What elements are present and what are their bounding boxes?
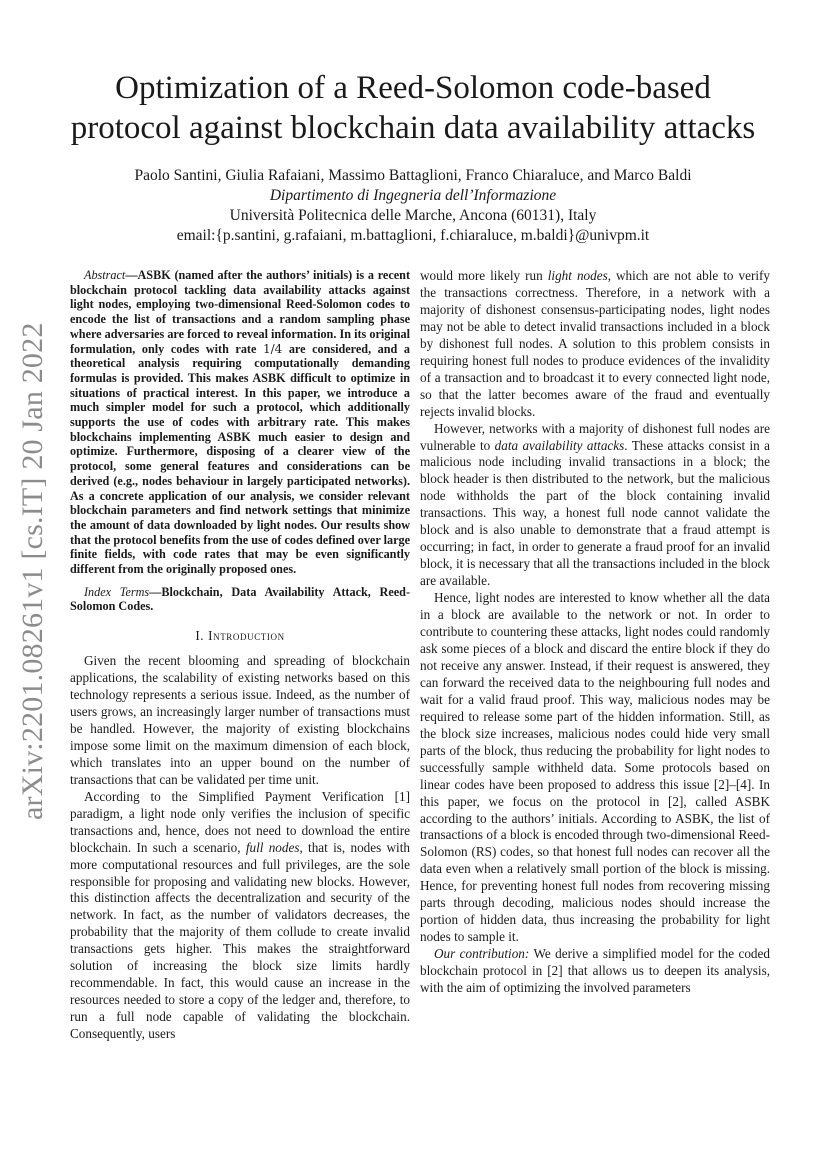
right-paragraph-1 (420, 268, 770, 421)
right-column (420, 268, 770, 997)
right-p2-attacks: data availability attacks (494, 437, 625, 453)
right-p1-text-a: would more likely run (420, 268, 548, 283)
right-p2-text-b: . These attacks consist in a malicious node including invalid transactions in a block; the block header is then distributed to the network, but the malicious node withholds the part of the block containing invalid transactions. This way, a honest full node cannot validate the block and is also unable to demonstrate that a fraud attempt is occurring; in fact, in order to generate a fraud proof for an invalid block, it is necessary that all the transactions included in the block are available. (420, 437, 771, 589)
intro-p2-text-b: , that is, nodes with more computational resources and full privileges, are the sole responsible for proposing and validating new blocks. However, this distinction affects the decentralization and security of the network. In fact, as the number of validators decreases, the probability that the majority of them collude to create invalid transactions gets higher. This makes the straightforward solution of increasing the block size limits hardly recommendable. In fact, this would cause an increase in the resources needed to store a copy of the ledger and, therefore, to run a full node capable of validating the blockchain. Consequently, users (70, 839, 410, 1042)
contribution-lead: Our contribution: (434, 946, 530, 962)
author-emails: email:{p.santini, g.rafaiani, m.battaglioni, f.chiaraluce, m.baldi}@univpm.it (176, 227, 650, 244)
index-terms (70, 585, 410, 614)
right-paragraph-4 (420, 946, 770, 997)
right-p1-text-b: , which are not able to verify the transactions correctness. Therefore, in a network with a majority of dishonest consensus-participating nodes, light nodes may not be able to detect invalid transactions included in a block by dishonest full nodes. A solution to this problem consists in requiring honest full nodes to produce evidences of the invalidity of a transaction and to broadcast it to every connected light node, so that the latter becomes aware of the fraud and eventually rejects invalid blocks. (420, 268, 770, 419)
title-line-1: Optimization of a Reed-Solomon code-based (115, 70, 711, 106)
intro-paragraph-1: Given the recent blooming and spreading of blockchain applications, the scalability of existing networks based on this technology represents a serious issue. Indeed, as the number of users grows, an increasingly larger number of transactions must be handled. However, the majority of existing blockchains impose some limit on the maximum dimension of each block, which translates into an upper bound on the number of transactions that can be validated per time unit. (70, 653, 410, 787)
intro-p2-text-a: According to the Simplified Payment Verification [1] paradigm, a light node only verifies the inclusion of specific transactions and, hence, does not need to download the entire blockchain. In such a scenario, (70, 788, 410, 855)
abstract-text-2: are considered, and a theoretical analysis requiring computationally demanding formulas is provided. This makes ASBK difficult to optimize in situations of practical interest. In this paper, we introduce a much simpler model for such a protocol, which additionally supports the use of codes with arbitrary rate. This makes blockchains implementing ASBK much easier to design and optimize. Furthermore, disposing of a clearer view of the protocol, some general features and considerations can be derived (e.g., nodes behaviour in largely participated networks). As a concrete application of our analysis, we consider relevant blockchain parameters and find network settings that minimize the amount of data downloaded by light nodes. Our results show that the protocol benefits from the use of codes defined over large finite fields, with code rates that may be even significantly different from the originally proposed ones. (70, 341, 410, 577)
index-terms-lead: Index Terms (84, 584, 150, 599)
author-list: Paolo Santini, Giulia Rafaiani, Massimo Battaglioni, Franco Chiaraluce, and Marco Baldi (134, 167, 692, 184)
right-paragraph-3: Hence, light nodes are interested to know whether all the data in a block are available to the network or not. In order to contribute to countering these attacks, light nodes could randomly ask some pieces of a block and discard the entire block if they do not receive any answer. Instead, if their request is answered, they can forward the received data to the neighbouring full nodes and wait for a valid fraud proof. This way, malicious nodes may be required to release some part of the hidden information. Still, as the block size increases, malicious nodes could hide very small parts of the block, thus reducing the probability for light nodes to successfully sample withheld data. Some protocols based on linear codes have been proposed to address this issue [2]–[4]. In this paper, we focus on the protocol in [2], called ASBK according to the authors’ initials. According to ASBK, the list of transactions of a block is encoded through two-dimensional Reed-Solomon (RS) codes, so that honest full nodes can recover all the data even when a relatively small portion of the block is missing. Hence, for preventing honest full nodes from recovering missing parts through decoding, malicious nodes should increase the portion of hidden data, thus increasing the probability for light nodes to sample it. (420, 590, 770, 945)
arxiv-stamp-text: arXiv:2201.08261v1 [cs.IT] 20 Jan 2022 (16, 322, 49, 820)
department: Dipartimento di Ingegneria dell’Informazione (269, 187, 557, 204)
left-column (70, 268, 410, 1043)
right-paragraph-2 (420, 421, 770, 591)
right-p2-text-a: However, networks with a majority of dishonest full nodes are vulnerable to (420, 420, 770, 453)
paper-title (40, 68, 786, 148)
abstract (70, 268, 410, 577)
index-terms-text: —Blockchain, Data Availability Attack, Reed-Solomon Codes. (70, 584, 410, 614)
abstract-lead: Abstract (84, 268, 126, 282)
university: Università Politecnica delle Marche, Ancona (60131), Italy (229, 207, 597, 224)
abstract-text-1: —ASBK (named after the authors’ initials) is a recent blockchain protocol tackling data availability attacks against light nodes, employing two-dimensional Reed-Solomon codes to encode the list of transactions and a random sampling phase where adversaries are forced to reveal information. In its original formulation, only codes with rate (70, 268, 410, 356)
abstract-rate: 1/4 (262, 341, 283, 356)
contribution-text: We derive a simplified model for the coded blockchain protocol in [2] that allows us to deepen its analysis, with the aim of optimizing the involved parameters (420, 946, 770, 996)
right-p1-light-nodes: light nodes (547, 268, 608, 283)
intro-p2-full-nodes: full nodes (245, 839, 300, 855)
intro-paragraph-2 (70, 789, 410, 1043)
title-line-2: protocol against blockchain data availability attacks (70, 110, 756, 146)
section-heading-introduction: I. Introduction (195, 628, 285, 644)
author-block (40, 166, 786, 246)
